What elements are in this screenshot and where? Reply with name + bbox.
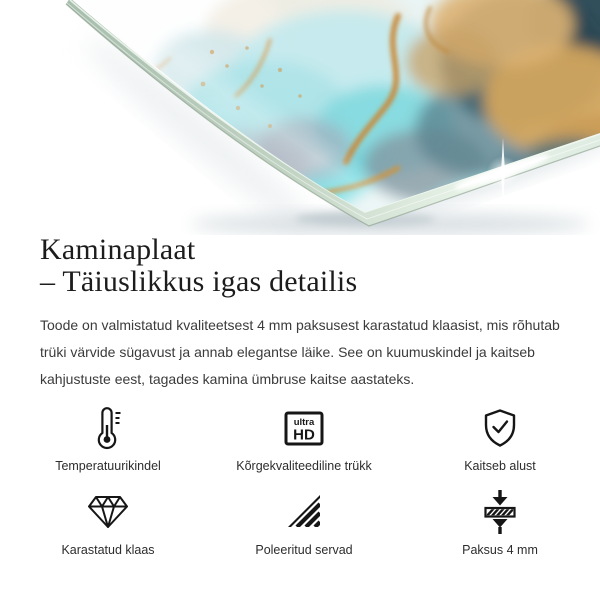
feature-polished-edges xyxy=(206,488,402,572)
title-line-1: Kaminaplaat xyxy=(40,233,196,266)
page-title xyxy=(40,234,572,298)
feature-print-quality xyxy=(206,404,402,488)
diamond-icon xyxy=(87,488,129,536)
feature-label: Poleeritud servad xyxy=(255,543,353,557)
feature-grid xyxy=(0,404,600,572)
marble-print xyxy=(10,0,600,235)
feature-tempered-glass xyxy=(10,488,206,572)
thickness-icon xyxy=(482,488,518,536)
ultra-hd-text-top: ultra xyxy=(293,416,315,428)
product-description-section xyxy=(40,234,572,407)
glass-panel-illustration xyxy=(0,0,600,235)
feature-temperature xyxy=(10,404,206,488)
title-line-2: – Täiuslikkus igas detailis xyxy=(40,265,358,298)
feature-label: Paksus 4 mm xyxy=(462,543,538,557)
feature-label: Karastatud klaas xyxy=(61,543,155,557)
feature-label: Kaitseb alust xyxy=(464,459,536,473)
feature-thickness xyxy=(402,488,598,572)
product-intro-text: Toode on valmistatud kvaliteetsest 4 mm paksusest karastatud klaasist, mis rõhutab trüki värvide sügavust ja annab elegantse läike. See on kuumuskindel ja kaitseb kahjustuste eest, tagades kamina ümbruse kaitse aastateks. xyxy=(40,317,560,387)
polished-edges-icon xyxy=(286,488,322,536)
ultra-hd-text-bottom: HD xyxy=(293,426,315,443)
ultra-hd-print-icon xyxy=(284,404,324,452)
feature-label: Temperatuurikindel xyxy=(55,459,161,473)
feature-protects-base xyxy=(402,404,598,488)
product-image xyxy=(0,0,600,235)
thermometer-icon xyxy=(95,404,121,452)
feature-label: Kõrgekvaliteediline trükk xyxy=(236,459,372,473)
shield-check-icon xyxy=(483,404,517,452)
